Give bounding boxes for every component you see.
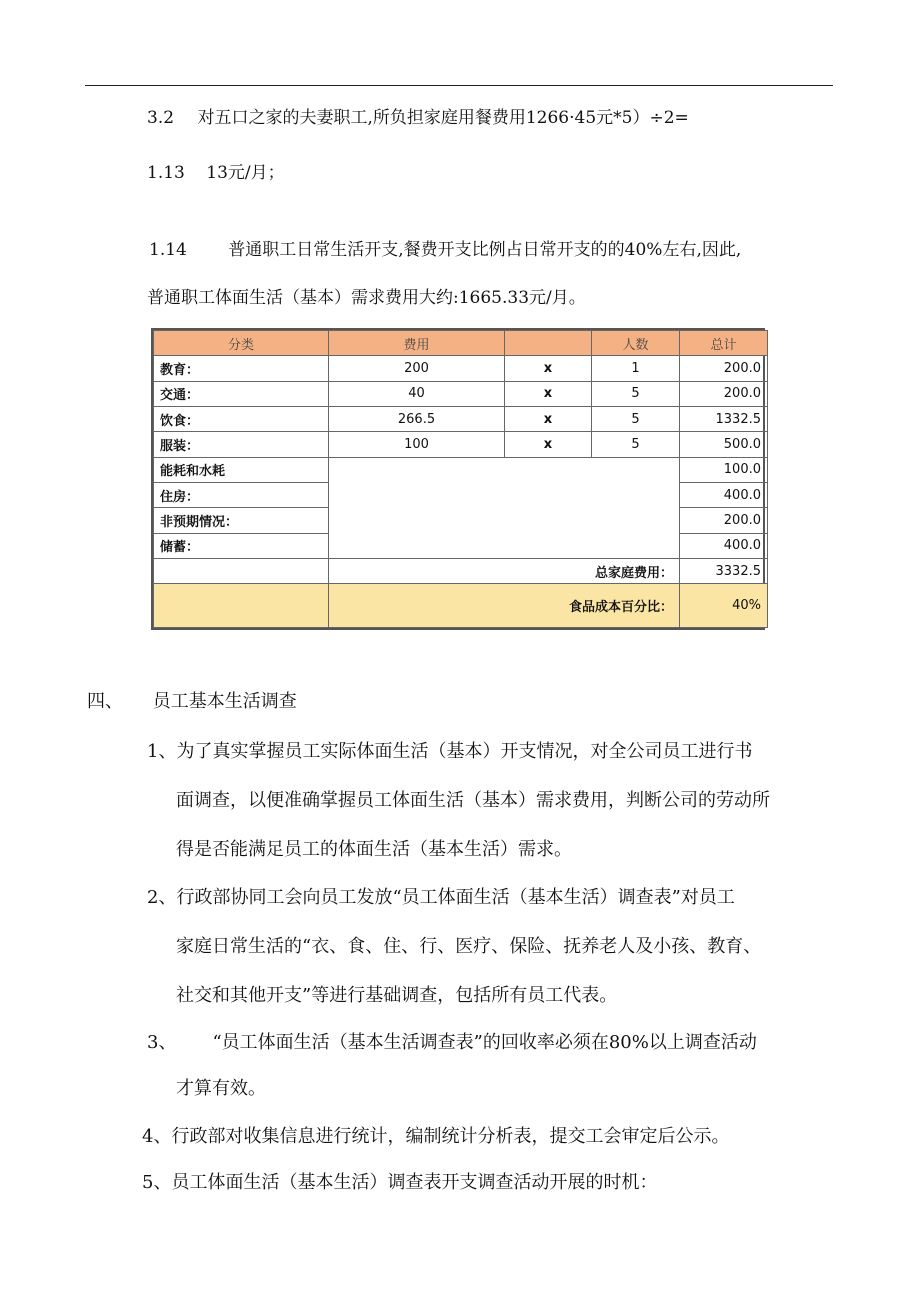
item-text: 为了真实掌握员工实际体面生活（基本）开支情况，对全公司员工进行书 [176, 741, 753, 762]
item-text: 家庭日常生活的“衣、食、住、行、医疗、保险、抚养老人及小孩、教育、 [176, 936, 762, 957]
table-row [154, 356, 768, 381]
food-ratio-value: 40% [680, 584, 768, 628]
item-text: 才算有效。 [176, 1078, 266, 1099]
row-total: 200.0 [680, 508, 768, 533]
item-number: 2、 [147, 887, 177, 908]
table-row [154, 432, 768, 457]
header-blank [505, 331, 592, 356]
row-total: 100.0 [680, 457, 768, 482]
item-text: 社交和其他开支”等进行基础调查，包括所有员工代表。 [176, 985, 618, 1006]
item-text: 行政部对收集信息进行统计，编制统计分析表，提交工会审定后公示。 [171, 1126, 730, 1147]
list-item-cont [176, 935, 761, 959]
section-title: 员工基本生活调查 [152, 691, 297, 712]
food-empty-cell [154, 584, 329, 628]
header-cost: 费用 [329, 331, 505, 356]
row-total: 400.0 [680, 533, 768, 558]
list-item-cont [176, 1077, 266, 1101]
item-text: “员工体面生活（基本生活调查表”的回收率必须在80%以上调查活动 [212, 1032, 757, 1053]
row-people: 1 [592, 356, 680, 381]
item-number: 4、 [142, 1126, 172, 1147]
row-times: x [505, 381, 592, 406]
header-people: 人数 [592, 331, 680, 356]
row-total: 400.0 [680, 482, 768, 507]
item-number: 3、 [147, 1032, 177, 1053]
table-header-row [154, 331, 768, 356]
item-text: 面调查，以便准确掌握员工体面生活（基本）需求费用，判断公司的劳动所 [176, 790, 770, 811]
table-row [154, 381, 768, 406]
para-number: 1.13 [147, 163, 185, 183]
row-label: 服装： [154, 432, 329, 457]
para-text: 13元/月； [206, 163, 285, 183]
para-number: 1.14 [149, 240, 187, 260]
list-item [147, 1031, 757, 1055]
row-total: 500.0 [680, 432, 768, 457]
section-heading [87, 690, 297, 714]
row-total: 1332.5 [680, 406, 768, 431]
row-total: 200.0 [680, 356, 768, 381]
row-cost: 100 [329, 432, 505, 457]
list-item [142, 1171, 657, 1195]
list-item-cont [176, 984, 617, 1008]
para-1-14 [149, 238, 741, 262]
list-item [147, 740, 752, 764]
para-text: 普通职工体面生活（基本）需求费用大约:1665.33元/月。 [147, 288, 586, 308]
table-row [154, 406, 768, 431]
header-total: 总计 [680, 331, 768, 356]
food-ratio-label: 食品成本百分比： [329, 584, 680, 628]
item-text: 得是否能满足员工的体面生活（基本生活）需求。 [176, 839, 572, 860]
row-total: 200.0 [680, 381, 768, 406]
row-times: x [505, 432, 592, 457]
header-category: 分类 [154, 331, 329, 356]
header-rule [85, 85, 833, 86]
para-text: 对五口之家的夫妻职工,所负担家庭用餐费用1266·45元*5）÷2= [197, 108, 689, 128]
row-label: 非预期情况： [154, 508, 329, 533]
row-cost: 200 [329, 356, 505, 381]
sum-row [154, 558, 768, 583]
row-label: 储蓄： [154, 533, 329, 558]
para-3-2 [147, 106, 689, 130]
section-number: 四、 [87, 691, 123, 712]
list-item-cont [176, 789, 770, 813]
item-text: 员工体面生活（基本生活）调查表开支调查活动开展的时机： [171, 1172, 658, 1193]
sum-value: 3332.5 [680, 558, 768, 583]
merged-empty-cell [329, 457, 680, 558]
table-row [154, 457, 768, 482]
sum-label: 总家庭费用： [329, 558, 680, 583]
sum-empty-cell [154, 558, 329, 583]
row-label: 能耗和水耗 [154, 457, 329, 482]
row-people: 5 [592, 381, 680, 406]
row-label: 住房： [154, 482, 329, 507]
expense-table [151, 328, 765, 630]
item-number: 1、 [147, 741, 177, 762]
row-label: 饮食： [154, 406, 329, 431]
para-number: 3.2 [147, 108, 175, 128]
para-1-14-cont [147, 286, 586, 310]
row-cost: 40 [329, 381, 505, 406]
row-people: 5 [592, 432, 680, 457]
list-item [147, 886, 735, 910]
item-text: 行政部协同工会向员工发放“员工体面生活（基本生活）调查表”对员工 [176, 887, 735, 908]
row-label: 交通： [154, 381, 329, 406]
row-people: 5 [592, 406, 680, 431]
row-label: 教育： [154, 356, 329, 381]
food-ratio-row [154, 584, 768, 628]
para-text: 普通职工日常生活开支,餐费开支比例占日常开支的的40%左右,因此, [228, 240, 742, 260]
row-cost: 266.5 [329, 406, 505, 431]
list-item [142, 1125, 729, 1149]
para-1-13 [147, 161, 285, 185]
item-number: 5、 [142, 1172, 172, 1193]
row-times: x [505, 356, 592, 381]
row-times: x [505, 406, 592, 431]
list-item-cont [176, 838, 572, 862]
